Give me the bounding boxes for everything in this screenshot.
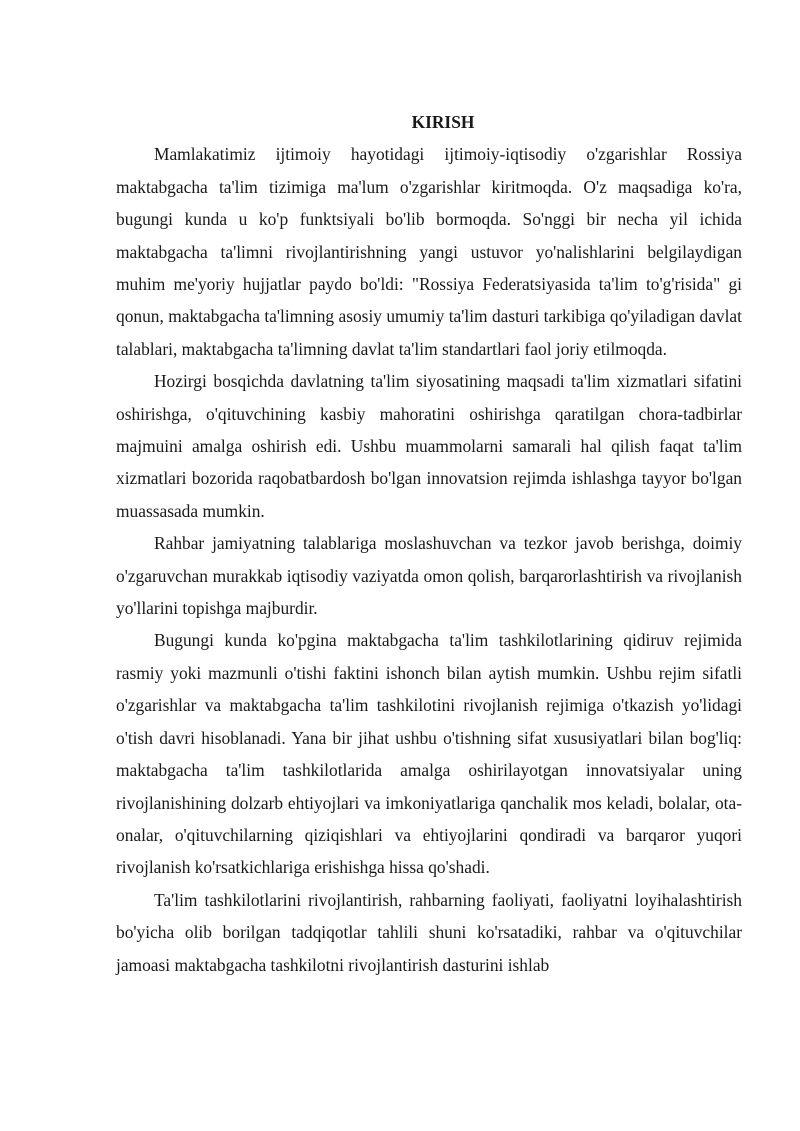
paragraph-4: Bugungi kunda ko'pgina maktabgacha ta'lim tashkilotlarining qidiruv rejimida rasmiy yoki mazmunli o'tishi faktini ishonch bilan aytish mumkin. Ushbu rejim sifatli o'zgarishlar va maktabgacha ta'lim tashkilotini rivojlanish rejimiga o'tkazish yo'lidagi o'tish davri hisoblanadi. Yana bir jihat ushbu o'tishning sifat xususiyatlari bilan bog'liq: maktabgacha ta'lim tashkilotlarida amalga oshirilayotgan innovatsiyalar uning rivojlanishining dolzarb ehtiyojlari va imkoniyatlariga qanchalik mos keladi, bolalar, ota-onalar, o'qituvchilarning qiziqishlari va ehtiyojlarini qondiradi va barqaror yuqori rivojlanish ko'rsatkichlariga erishishga hissa qo'shadi. — [116, 630, 742, 878]
paragraph-2: Hozirgi bosqichda davlatning ta'lim siyosatining maqsadi ta'lim xizmatlari sifatini oshirishga, o'qituvchining kasbiy mahoratini oshirishga qaratilgan chora-tadbirlar majmuini amalga oshirish edi. Ushbu muammolarni samarali hal qilish faqat ta'lim xizmatlari bozorida raqobatbardosh bo'lgan innovatsion rejimda ishlashga tayyor bo'lgan muassasada mumkin. — [116, 371, 742, 521]
paragraph-5: Ta'lim tashkilotlarini rivojlantirish, rahbarning faoliyati, faoliyatni loyihalashtirish bo'yicha olib borilgan tadqiqotlar tahlili shuni ko'rsatadiki, rahbar va o'qituvchilar jamoasi maktabgacha tashkilotni rivojlantirish dasturini ishlab — [116, 889, 742, 975]
paragraph-1: Mamlakatimiz ijtimoiy hayotidagi ijtimoiy-iqtisodiy o'zgarishlar Rossiya maktabgacha ta'lim tizimiga ma'lum o'zgarishlar kiritmoqda. O'z maqsadiga ko'ra, bugungi kunda u ko'p funktsiyali bo'lib bormoqda. So'nggi bir necha yil ichida maktabgacha ta'limni rivojlantirishning yangi ustuvor yo'nalishlarini belgilaydigan muhim me'yoriy hujjatlar paydo bo'ldi: "Rossiya Federatsiyasida ta'lim to'g'risida" gi qonun, maktabgacha ta'limning asosiy umumiy ta'lim dasturi tarkibiga qo'yiladigan davlat talablari, maktabgacha ta'limning davlat ta'lim standartlari faol joriy etilmoqda. — [116, 144, 742, 359]
paragraph-3: Rahbar jamiyatning talablariga moslashuvchan va tezkor javob berishga, doimiy o'zgaruvchan murakkab iqtisodiy vaziyatda omon qolish, barqarorlashtirish va rivojlanish yo'llarini topishga majburdir. — [116, 533, 742, 619]
document-body — [116, 106, 742, 981]
section-title: KIRISH — [411, 112, 475, 132]
